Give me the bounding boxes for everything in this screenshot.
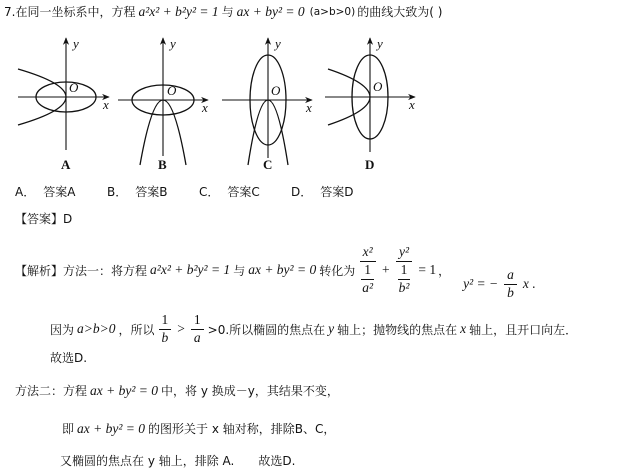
figure-a [18,36,109,172]
std-parabola-variable: x [522,276,529,291]
method1-separator: ， [438,263,451,278]
figure-label: A [61,157,71,172]
method2-line2-part1: 即 [62,422,75,436]
figure-label: C [263,157,273,172]
y-axis-label: y [73,36,79,51]
std-ellipse-fraction-y [394,245,415,295]
y-axis-label: y [275,36,281,51]
answer-tag: 【答案】 [15,212,64,226]
method2-line1-part1: 方法二：方程 [15,384,88,398]
method2-line1-part2: 中，将 y 换成－y，其结果不变， [161,384,339,398]
fraction-denominator: b [161,329,169,345]
figures-row [0,0,430,180]
method1-convert: 转化为 [319,263,356,278]
option-c [199,183,291,200]
option-text: 答案B [135,185,168,199]
origin-label: O [69,80,79,95]
option-d [291,183,383,200]
origin-label: O [271,83,281,98]
method1-end: . [531,277,536,291]
fraction-numerator: 1 [361,263,374,279]
figure-label: D [365,157,375,172]
std-ellipse-rhs: = 1 [418,262,437,277]
reason-line [50,312,577,346]
fraction-numerator: 1 [191,313,204,329]
option-letter: C． [199,185,220,199]
question-suffix: 的曲线大致为( ) [357,5,443,19]
fraction-denominator [394,262,415,294]
method2-line3-part1: 又椭圆的焦点在 y 轴上，排除 A. [60,454,235,468]
y-axis-label: y [377,36,383,51]
method1-intro: 方法一：将方程 [63,263,148,278]
option-b [107,183,199,200]
analysis-method1-line [15,242,536,298]
fraction-numerator: a [504,268,517,284]
option-text: 答案A [43,185,76,199]
method2-line-2 [62,420,335,437]
x-axis-label: x [409,97,415,112]
question-ellipse-equation: a²x² + b²y² = 1 [138,3,219,19]
std-parabola-lhs: y² = − [463,276,499,291]
reason-part-3: >0.所以椭圆的焦点在 [207,322,326,337]
method2-line2-part2: 的图形关于 x 轴对称，排除B、C， [148,422,336,436]
question-condition: (a>b>0) [309,5,356,18]
question-join: 与 [221,5,234,19]
question-prefix: 7.在同一坐标系中，方程 [4,5,136,19]
method2-line3-conclusion: 故选D. [258,454,296,468]
reason-part-1: 因为 [50,322,75,337]
fraction-numerator: x² [360,245,376,262]
inner-fraction [396,263,413,294]
inner-fraction [359,263,376,294]
analysis-tag: 【解析】 [15,263,64,278]
x-axis-label: x [306,100,312,115]
conclusion-1 [50,349,87,366]
fraction-numerator: y² [396,245,412,262]
fraction-numerator: 1 [159,313,172,329]
x-axis-label: x [103,97,109,112]
plus-sign: + [381,262,390,277]
std-parabola-fraction [503,268,518,299]
origin-label: O [167,83,177,98]
method1-join: 与 [233,263,246,278]
x-axis-label: x [202,100,208,115]
option-text: 答案C [227,185,260,199]
figure-label: B [158,157,167,172]
std-ellipse-fraction-x [357,245,378,295]
fraction-numerator: 1 [398,263,411,279]
reason-y-variable: y [328,321,335,336]
fraction-denominator: a [193,329,201,345]
reason-part-2: ，所以 [118,322,155,337]
reason-part-5: 轴上，且开口向左． [469,322,578,337]
method2-line-3 [60,452,295,469]
greater-than-sign: > [177,321,185,336]
options-row [15,183,383,200]
method1-ellipse-equation: a²x² + b²y² = 1 [150,262,231,277]
fraction-denominator: b [507,284,514,300]
reason-part-4: 轴上；抛物线的焦点在 [337,322,458,337]
option-letter: A． [15,185,36,199]
answer-line [15,210,72,227]
y-axis-label: y [170,36,176,51]
figure-b [118,36,208,172]
question-parabola-equation: ax + by² = 0 [236,3,305,19]
answer-value: D [63,211,73,226]
conclusion-text: 故选D. [50,351,88,365]
method2-line1-equation: ax + by² = 0 [90,382,159,398]
figure-c [222,36,312,172]
reason-fraction-1-over-a [189,313,206,344]
method1-parabola-equation: ax + by² = 0 [248,262,317,277]
method2-line-1 [15,382,339,399]
option-a [15,183,107,200]
reason-fraction-1-over-b [157,313,174,344]
fraction-denominator: a² [362,279,374,295]
reason-condition: a>b>0 [77,321,116,336]
origin-label: O [373,79,383,94]
figure-d [325,36,415,172]
method2-line2-equation: ax + by² = 0 [77,420,146,436]
reason-x-variable: x [460,321,467,336]
fraction-denominator: b² [398,279,410,295]
option-letter: D． [291,185,313,199]
fraction-denominator [357,262,378,294]
std-parabola-equation [460,268,536,299]
option-letter: B． [107,185,128,199]
option-text: 答案D [320,185,354,199]
